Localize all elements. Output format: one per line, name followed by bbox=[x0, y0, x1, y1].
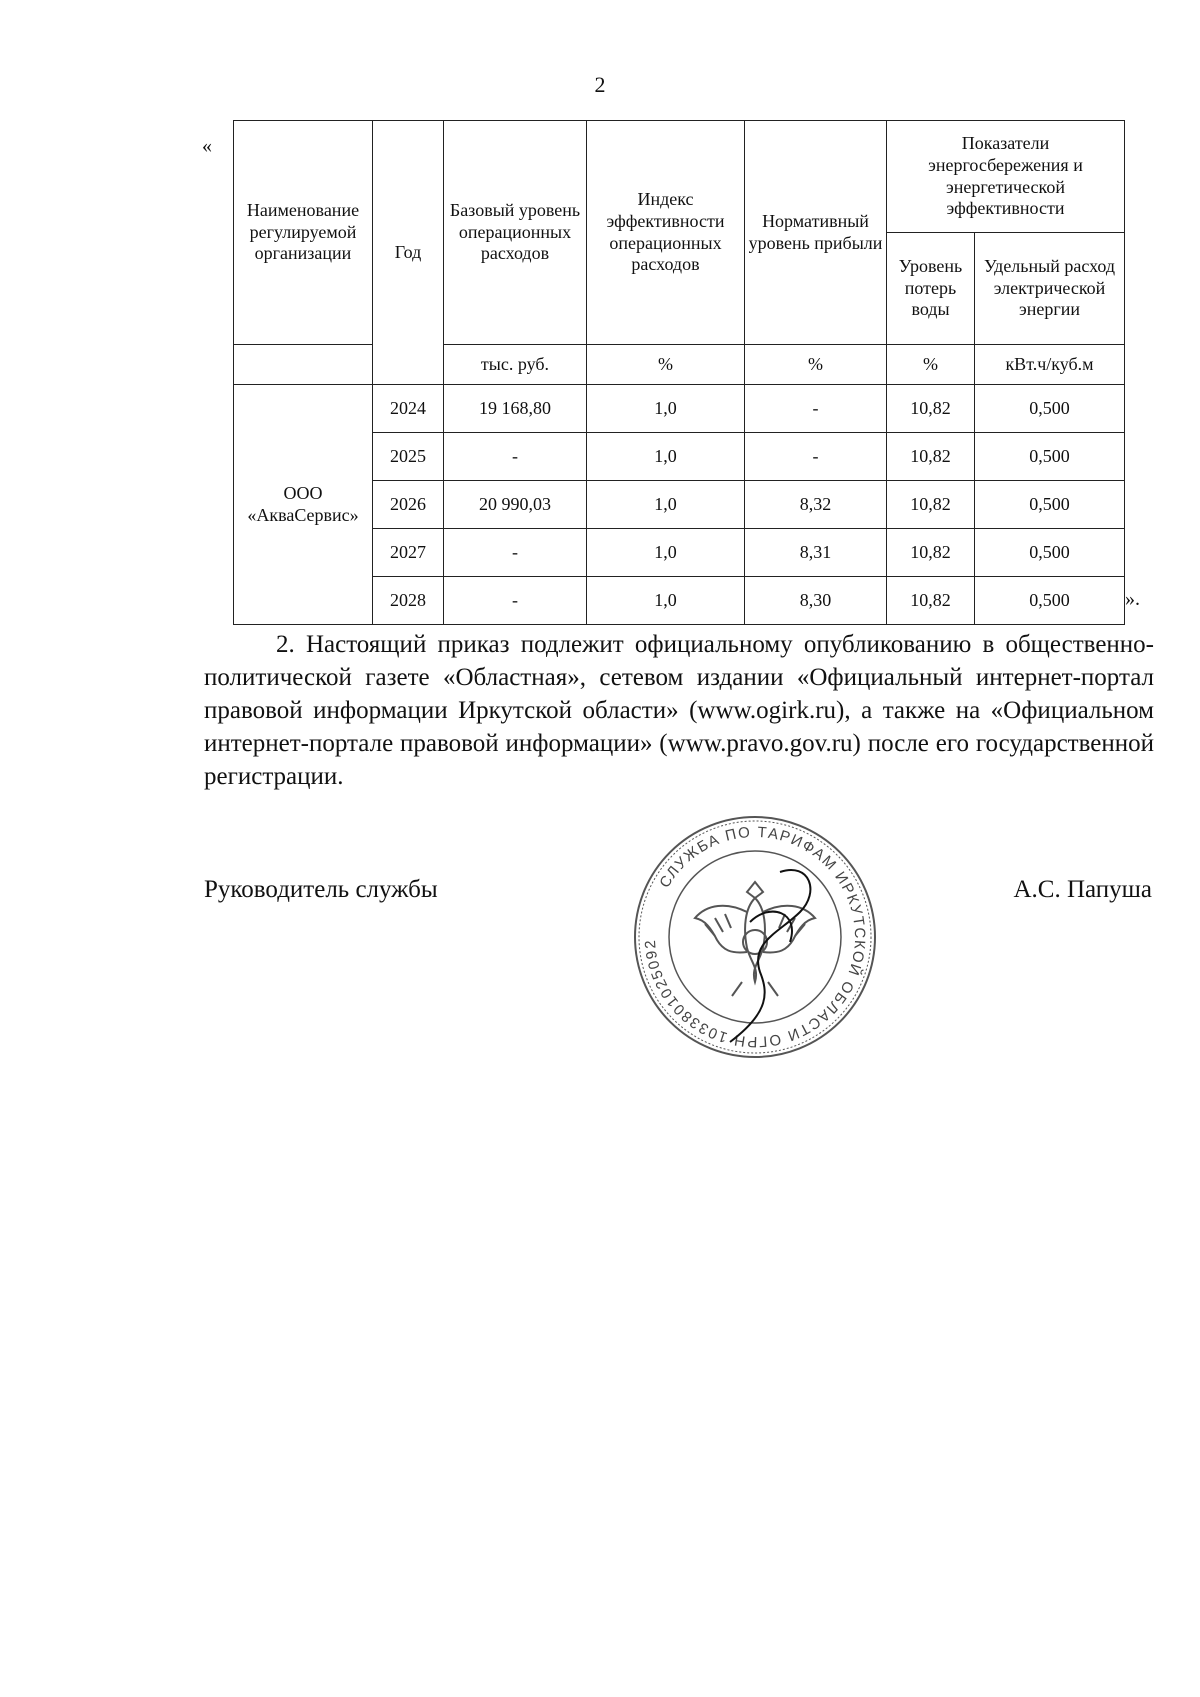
seal-text: СЛУЖБА ПО ТАРИФАМ ИРКУТСКОЙ ОБЛАСТИ ОГРН 1033801025092 bbox=[641, 823, 869, 1051]
header-year: Год bbox=[373, 121, 444, 385]
quote-open-mark: « bbox=[202, 135, 212, 157]
cell-profit: 8,32 bbox=[745, 481, 887, 529]
cell-year: 2027 bbox=[373, 529, 444, 577]
cell-electricity: 0,500 bbox=[975, 385, 1125, 433]
cell-year: 2024 bbox=[373, 385, 444, 433]
paragraph-text: 2. Настоящий приказ подлежит официальному опубликованию в общественно-политической газете «Областная», сетевом издании «Официальный интернет-портал правовой информации Иркутской области» (www.ogirk.ru), а также на «Официальном интернет-портале правовой информации» (www.pravo.gov.ru) после его государственной регистрации. bbox=[204, 631, 1154, 790]
header-efficiency-index: Индекс эффективности операционных расходов bbox=[587, 121, 745, 345]
cell-index: 1,0 bbox=[587, 481, 745, 529]
cell-water-loss: 10,82 bbox=[887, 433, 975, 481]
cell-year: 2025 bbox=[373, 433, 444, 481]
tariff-table bbox=[233, 120, 1125, 625]
cell-base-cost: - bbox=[444, 433, 587, 481]
unit-water-loss: % bbox=[887, 345, 975, 385]
cell-profit: - bbox=[745, 433, 887, 481]
publication-paragraph bbox=[204, 628, 1154, 793]
cell-electricity: 0,500 bbox=[975, 433, 1125, 481]
cell-electricity: 0,500 bbox=[975, 577, 1125, 625]
cell-electricity: 0,500 bbox=[975, 481, 1125, 529]
cell-base-cost: 20 990,03 bbox=[444, 481, 587, 529]
signature-icon bbox=[730, 870, 810, 1042]
official-seal bbox=[630, 812, 880, 1062]
page-number: 2 bbox=[594, 72, 606, 97]
org-name-cell: ООО «АкваСервис» bbox=[234, 385, 373, 625]
cell-index: 1,0 bbox=[587, 433, 745, 481]
cell-base-cost: - bbox=[444, 577, 587, 625]
svg-text:СЛУЖБА ПО ТАРИФАМ ИРКУТСКОЙ ОБ bbox=[642, 824, 868, 1050]
unit-base-cost: тыс. руб. bbox=[444, 345, 587, 385]
unit-profit: % bbox=[745, 345, 887, 385]
header-base-cost: Базовый уровень операционных расходов bbox=[444, 121, 587, 345]
header-electricity: Удельный расход электрической энергии bbox=[975, 233, 1125, 345]
cell-base-cost: - bbox=[444, 529, 587, 577]
cell-year: 2026 bbox=[373, 481, 444, 529]
cell-water-loss: 10,82 bbox=[887, 481, 975, 529]
header-energy-group: Показатели энергосбережения и энергетической эффективности bbox=[887, 121, 1125, 233]
table-row bbox=[234, 385, 1125, 433]
unit-org-empty bbox=[234, 345, 373, 385]
cell-water-loss: 10,82 bbox=[887, 529, 975, 577]
cell-index: 1,0 bbox=[587, 529, 745, 577]
eagle-emblem-icon bbox=[695, 882, 815, 996]
header-profit: Нормативный уровень прибыли bbox=[745, 121, 887, 345]
cell-index: 1,0 bbox=[587, 577, 745, 625]
header-water-loss: Уровень потерь воды bbox=[887, 233, 975, 345]
unit-efficiency-index: % bbox=[587, 345, 745, 385]
quote-close-mark: ». bbox=[1125, 588, 1140, 610]
cell-profit: 8,30 bbox=[745, 577, 887, 625]
cell-electricity: 0,500 bbox=[975, 529, 1125, 577]
unit-electricity: кВт.ч/куб.м bbox=[975, 345, 1125, 385]
cell-index: 1,0 bbox=[587, 385, 745, 433]
cell-year: 2028 bbox=[373, 577, 444, 625]
cell-profit: - bbox=[745, 385, 887, 433]
signatory-name: А.С. Папуша bbox=[1013, 876, 1152, 903]
cell-water-loss: 10,82 bbox=[887, 577, 975, 625]
header-org: Наименование регулируемой организации bbox=[234, 121, 373, 345]
signatory-position: Руководитель службы bbox=[204, 876, 438, 903]
cell-base-cost: 19 168,80 bbox=[444, 385, 587, 433]
cell-water-loss: 10,82 bbox=[887, 385, 975, 433]
cell-profit: 8,31 bbox=[745, 529, 887, 577]
